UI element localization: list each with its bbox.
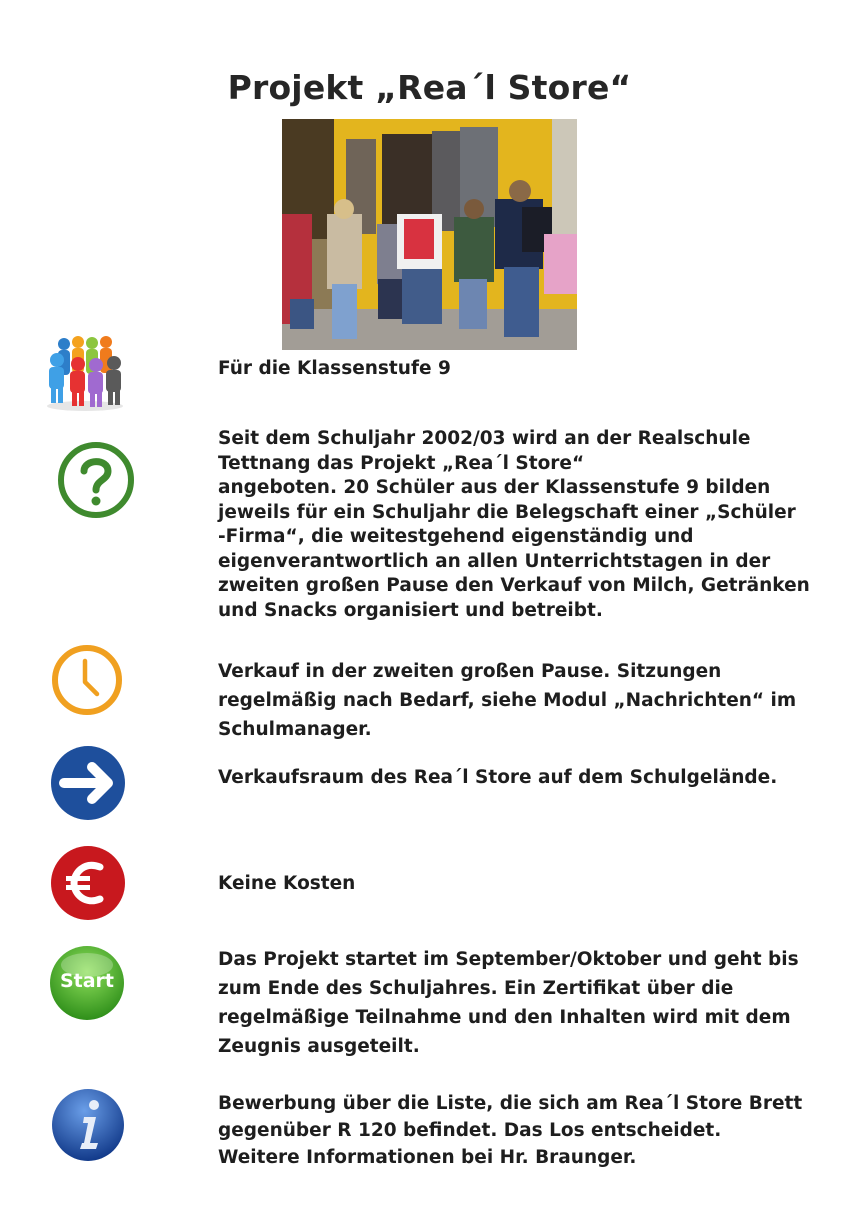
schedule-text: Verkauf in der zweiten großen Pause. Sitzungen regelmäßig nach Bedarf, siehe Modul „Nachrichten“ im Schulmanager.: [218, 661, 797, 740]
info-circle-icon: [50, 1087, 126, 1163]
euro-circle-icon: [50, 845, 126, 921]
people-group-icon: [44, 334, 126, 412]
start-button-icon: [49, 945, 125, 1021]
application-text: Bewerbung über die Liste, die sich am Rea´l Store Brett gegenüber R 120 befindet. Das Los entscheidet. Weitere Informationen bei Hr. Braunger.: [218, 1093, 803, 1168]
clock-icon: [50, 643, 124, 717]
duration-text: Das Projekt startet im September/Oktober und geht bis zum Ende des Schuljahres. Ein Zertifikat über die regelmäßige Teilnahme und den Inhalten wird mit dem Zeugnis ausgeteilt.: [218, 949, 799, 1057]
target-group-text: Für die Klassenstufe 9: [218, 358, 451, 379]
cost-text: Keine Kosten: [218, 873, 356, 894]
page-title: Projekt „Rea´l Store“: [227, 68, 632, 107]
location-text: Verkaufsraum des Rea´l Store auf dem Schulgelände.: [218, 767, 778, 788]
store-photo-illustration: [282, 119, 577, 350]
start-icon-label: Start: [59, 970, 115, 992]
store-photo: [282, 119, 577, 350]
description-text: Seit dem Schuljahr 2002/03 wird an der Realschule Tettnang das Projekt „Rea´l Store“ angeboten. 20 Schüler aus der Klassenstufe 9 bilden jeweils für ein Schuljahr die Belegschaft einer „Schüler -Firma“, die weitestgehend eigenständig und eigenverantwortlich an allen Unterrichtstagen in der zweiten großen Pause den Verkauf von Milch, Getränken und Snacks organisiert und betreibt.: [218, 428, 810, 621]
question-circle-icon: [56, 440, 136, 520]
arrow-right-circle-icon: [50, 745, 126, 821]
